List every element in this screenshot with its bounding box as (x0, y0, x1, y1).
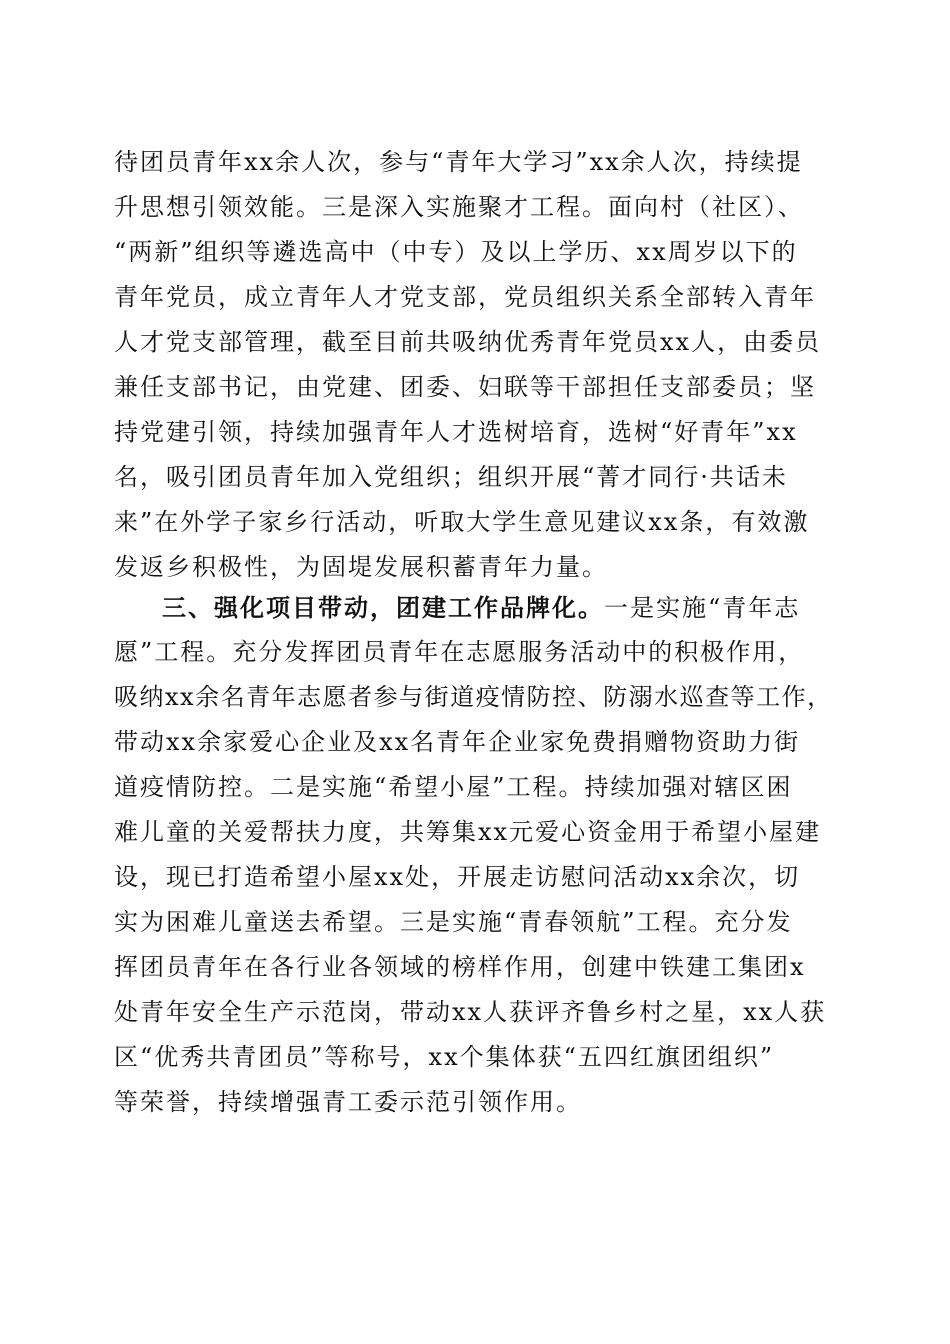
paragraph-1-line-7: 持党建引领，持续加强青年人才选树培育，选树“好青年”xx (114, 418, 798, 446)
paragraph-1-line-5: 人才党支部管理，截至目前共吸纳优秀青年党员xx人，由委员 (114, 328, 822, 356)
paragraph-1-line-6: 兼任支部书记，由党建、团委、妇联等干部担任支部委员；坚 (114, 373, 816, 401)
paragraph-2 (114, 585, 836, 1125)
paragraph-1-line-3: “两新”组织等遴选高中（中专）及以上学历、xx周岁以下的 (114, 238, 798, 266)
paragraph-2-line-10: 处青年安全生产示范岗，带动xx人获评齐鲁乡村之星，xx人获 (114, 998, 827, 1026)
paragraph-1 (114, 140, 836, 590)
paragraph-2-line-6: 难儿童的关爱帮扶力度，共筹集xx元爱心资金用于希望小屋建 (114, 818, 822, 846)
paragraph-1-line-4: 青年党员，成立青年人才党支部，党员组织关系全部转入青年 (114, 283, 816, 311)
paragraph-2-line-9: 挥团员青年在各行业各领域的榜样作用，创建中铁建工集团x (114, 953, 806, 981)
paragraph-2-line-2: 愿”工程。充分发挥团员青年在志愿服务活动中的积极作用， (114, 638, 805, 666)
paragraph-2-line-3: 吸纳xx余名青年志愿者参与街道疫情防控、防溺水巡查等工作， (114, 683, 833, 711)
paragraph-2-line-7: 设，现已打造希望小屋xx处，开展走访慰问活动xx余次，切 (114, 863, 801, 891)
paragraph-1-line-1: 待团员青年xx余人次，参与“青年大学习”xx余人次，持续提 (114, 148, 803, 176)
paragraph-1-line-2: 升思想引领效能。三是深入实施聚才工程。面向村（社区）、 (114, 193, 804, 221)
paragraph-2-line-8: 实为困难儿童送去希望。三是实施“青春领航”工程。充分发 (114, 908, 793, 936)
section-heading: 三、强化项目带动，团建工作品牌化。 (162, 593, 604, 622)
paragraph-2-line-1 (114, 585, 836, 630)
paragraph-2-line-11: 区“优秀共青团员”等称号，xx个集体获“五四红旗团组织” (114, 1043, 775, 1071)
paragraph-1-line-9: 来”在外学子家乡行活动，听取大学生意见建议xx条，有效激 (114, 508, 810, 536)
paragraph-2-line-4: 带动xx余家爱心企业及xx名青年企业家免费捐赠物资助力街 (114, 728, 801, 756)
paragraph-2-line-5: 道疫情防控。二是实施“希望小屋”工程。持续加强对辖区困 (114, 773, 793, 801)
paragraph-1-line-10: 发返乡积极性，为固堤发展积蓄青年力量。 (114, 553, 608, 581)
paragraph-1-line-8: 名，吸引团员青年加入党组织；组织开展“菁才同行·共话未 (114, 463, 788, 491)
paragraph-2-line-12: 等荣誉，持续增强青工委示范引领作用。 (114, 1088, 582, 1116)
paragraph-2-line-1-rest: 一是实施“青年志 (604, 594, 801, 622)
